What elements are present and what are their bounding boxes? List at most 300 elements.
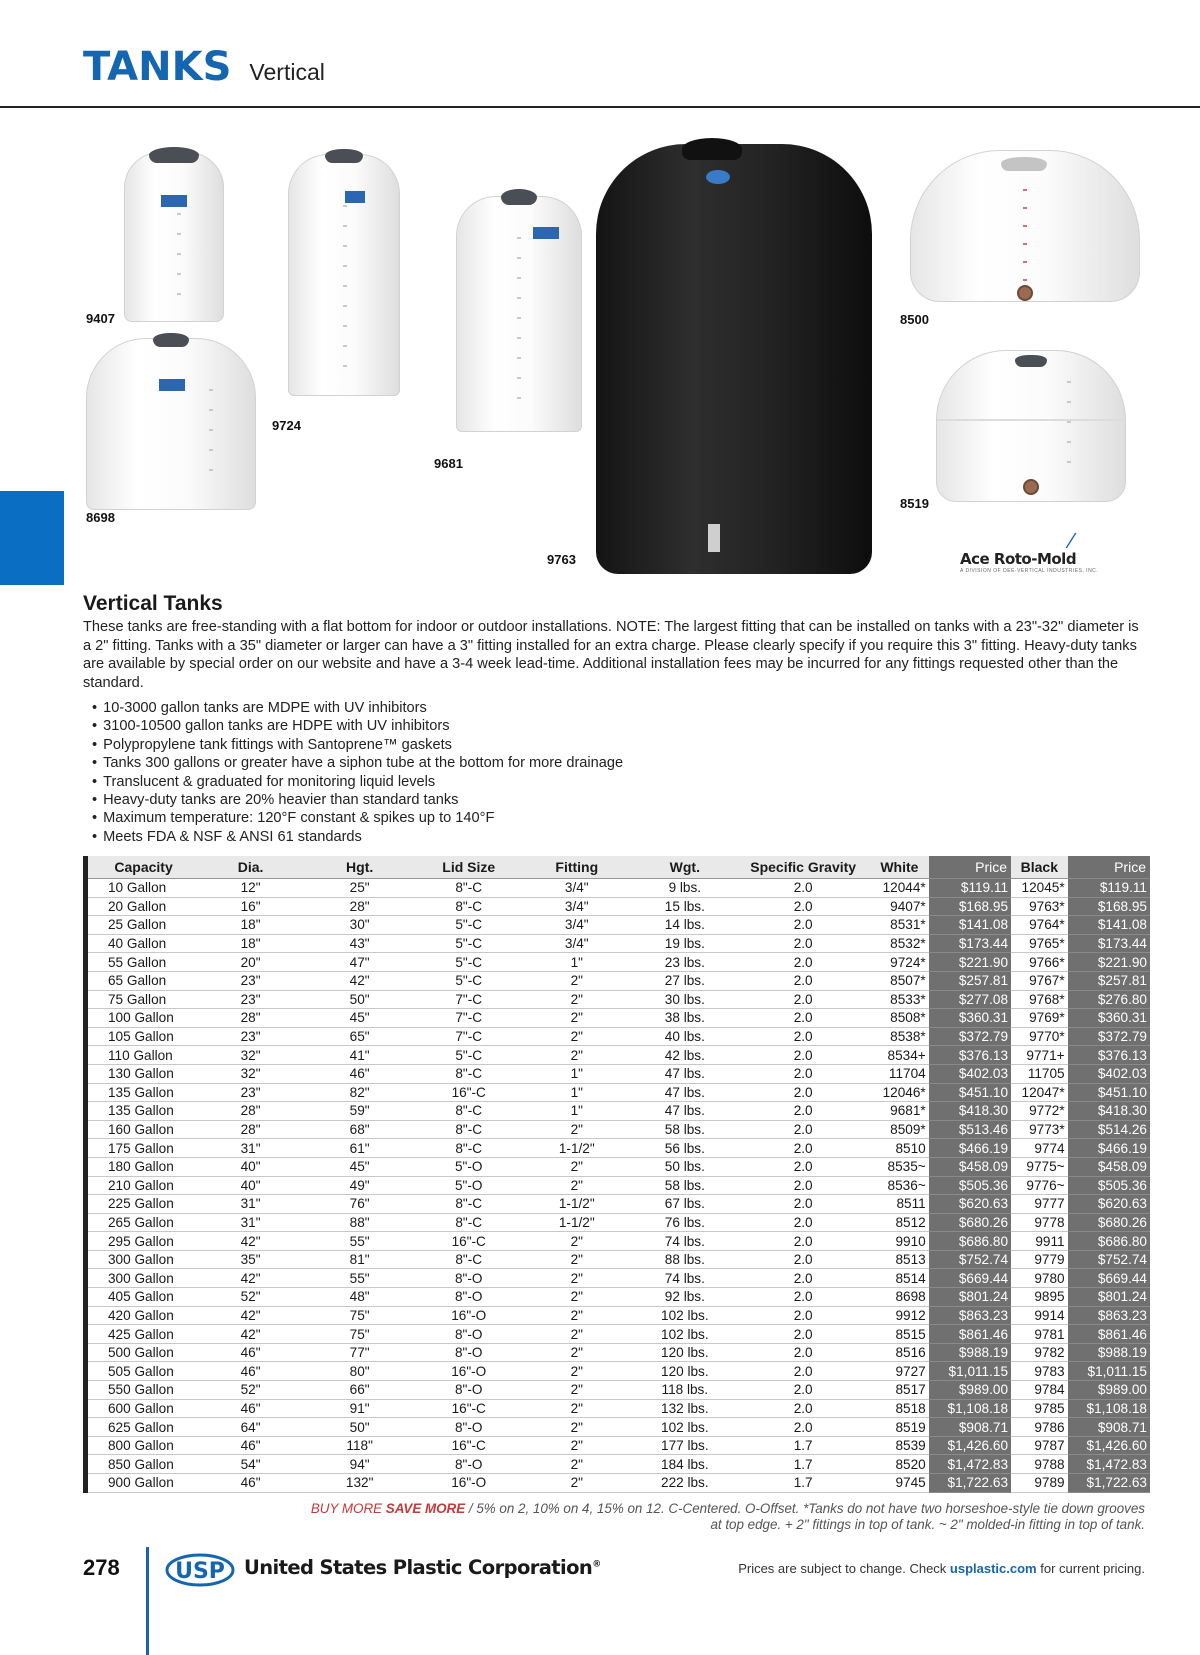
cell-black-part: 12045* [1011,879,1068,898]
cell-black-part: 9782 [1011,1343,1068,1362]
table-row [88,934,1150,953]
cell-white-price: $505.36 [929,1176,1011,1195]
cell-weight: 47 lbs. [633,1102,736,1121]
cell-black-part: 9773* [1011,1120,1068,1139]
photo-label-9763: 9763 [547,552,576,567]
cell-weight: 30 lbs. [633,990,736,1009]
cell-black-price: $669.44 [1068,1269,1150,1288]
cell-capacity: 300 Gallon [88,1250,199,1269]
cell-height: 47" [302,953,417,972]
table-row [88,1474,1150,1493]
cell-lid-size: 5"-O [417,1176,520,1195]
cell-capacity: 800 Gallon [88,1436,199,1455]
cell-capacity: 10 Gallon [88,879,199,898]
cell-black-price: $402.03 [1068,1064,1150,1083]
brand-swoosh-icon: ∕ [1070,528,1074,553]
cell-white-part: 8516 [870,1343,929,1362]
cell-black-part: 9774 [1011,1139,1068,1158]
cell-height: 50" [302,990,417,1009]
header-title: TANKS [83,44,232,90]
usp-logo-icon [165,1552,235,1588]
cell-black-price: $680.26 [1068,1213,1150,1232]
cell-diameter: 46" [199,1343,302,1362]
cell-white-price: $680.26 [929,1213,1011,1232]
cell-height: 46" [302,1064,417,1083]
cell-lid-size: 8"-C [417,1250,520,1269]
cell-white-price: $141.08 [929,916,1011,935]
cell-white-part: 8535~ [870,1157,929,1176]
feature-bullet: • Polypropylene tank fittings with Santoprene™ gaskets [92,736,623,754]
cell-fitting: 2" [520,1474,633,1493]
table-row [88,1157,1150,1176]
cell-black-part: 9787 [1011,1436,1068,1455]
cell-white-part: 11704 [870,1064,929,1083]
cell-weight: 58 lbs. [633,1176,736,1195]
cell-diameter: 42" [199,1232,302,1251]
table-row [88,1213,1150,1232]
cell-diameter: 20" [199,953,302,972]
cell-capacity: 175 Gallon [88,1139,199,1158]
table-row [88,879,1150,898]
cell-diameter: 52" [199,1381,302,1400]
col-specific-gravity: Specific Gravity [736,856,870,879]
cell-black-price: $908.71 [1068,1418,1150,1437]
cell-height: 88" [302,1213,417,1232]
cell-black-price: $861.46 [1068,1325,1150,1344]
cell-fitting: 2" [520,1120,633,1139]
cell-diameter: 40" [199,1157,302,1176]
cell-fitting: 1" [520,1083,633,1102]
cell-white-part: 8512 [870,1213,929,1232]
cell-specific-gravity: 2.0 [736,879,870,898]
photo-label-9407: 9407 [86,311,115,326]
page-header [83,44,325,90]
save-more-text: SAVE MORE [385,1501,466,1516]
cell-black-price: $1,472.83 [1068,1455,1150,1474]
cell-white-price: $168.95 [929,897,1011,916]
cell-weight: 19 lbs. [633,934,736,953]
col-weight: Wgt. [633,856,736,879]
cell-white-part: 8510 [870,1139,929,1158]
cell-white-part: 8508* [870,1009,929,1028]
cell-white-part: 9407* [870,897,929,916]
section-description: These tanks are free-standing with a flat bottom for indoor or outdoor installations. NOTE: The largest fitting that can be installed on tanks with a 23"-32" diameter is a 2" fitting. Tanks with a 35" diameter or larger can have a 3" fitting installed for an extra charge. Please clearly specify if you require this 3" fitting. Heavy-duty tanks are available by special order on our website and have a 3-4 week lead-time. Additional installation fees may be incurred for any fittings requested other than the standard. [83,619,1139,691]
cell-lid-size: 16"-O [417,1474,520,1493]
cell-diameter: 42" [199,1269,302,1288]
cell-capacity: 180 Gallon [88,1157,199,1176]
cell-lid-size: 16"-C [417,1436,520,1455]
cell-white-price: $908.71 [929,1418,1011,1437]
cell-weight: 177 lbs. [633,1436,736,1455]
cell-specific-gravity: 2.0 [736,916,870,935]
cell-black-price: $1,722.63 [1068,1474,1150,1493]
cell-weight: 47 lbs. [633,1083,736,1102]
buy-more-text: BUY MORE [310,1501,386,1516]
cell-black-part: 9767* [1011,971,1068,990]
photo-label-9681: 9681 [434,456,463,471]
tank-photos [80,130,1150,585]
website-link[interactable]: usplastic.com [949,1561,1037,1576]
cell-specific-gravity: 2.0 [736,1139,870,1158]
cell-lid-size: 8"-C [417,897,520,916]
cell-diameter: 28" [199,1120,302,1139]
cell-capacity: 55 Gallon [88,953,199,972]
cell-black-price: $466.19 [1068,1139,1150,1158]
cell-lid-size: 16"-C [417,1399,520,1418]
cell-white-price: $861.46 [929,1325,1011,1344]
cell-diameter: 40" [199,1176,302,1195]
table-header-row [88,856,1150,879]
cell-capacity: 75 Gallon [88,990,199,1009]
cell-white-price: $466.19 [929,1139,1011,1158]
cell-capacity: 225 Gallon [88,1195,199,1214]
cell-diameter: 23" [199,990,302,1009]
cell-white-part: 9681* [870,1102,929,1121]
cell-black-price: $505.36 [1068,1176,1150,1195]
cell-height: 59" [302,1102,417,1121]
table-row [88,1009,1150,1028]
cell-weight: 14 lbs. [633,916,736,935]
cell-black-price: $257.81 [1068,971,1150,990]
table-row [88,1120,1150,1139]
cell-height: 81" [302,1250,417,1269]
section-title: Vertical Tanks [83,592,223,615]
cell-white-price: $669.44 [929,1269,1011,1288]
cell-height: 42" [302,971,417,990]
cell-diameter: 35" [199,1250,302,1269]
table-row [88,1102,1150,1121]
cell-black-price: $458.09 [1068,1157,1150,1176]
cell-diameter: 28" [199,1009,302,1028]
svg-text:USP: USP [175,1559,225,1584]
cell-black-part: 9764* [1011,916,1068,935]
cell-diameter: 23" [199,1027,302,1046]
cell-specific-gravity: 1.7 [736,1455,870,1474]
cell-white-price: $988.19 [929,1343,1011,1362]
cell-specific-gravity: 2.0 [736,1399,870,1418]
cell-lid-size: 8"-C [417,879,520,898]
cell-black-part: 9765* [1011,934,1068,953]
cell-white-price: $1,722.63 [929,1474,1011,1493]
cell-white-part: 8538* [870,1027,929,1046]
cell-white-part: 8518 [870,1399,929,1418]
cell-fitting: 2" [520,1269,633,1288]
cell-white-price: $221.90 [929,953,1011,972]
cell-black-part: 9770* [1011,1027,1068,1046]
table-row [88,916,1150,935]
cell-fitting: 2" [520,971,633,990]
col-black-price: Price [1068,856,1150,879]
cell-white-part: 8520 [870,1455,929,1474]
col-lid-size: Lid Size [417,856,520,879]
spec-table [83,856,1150,1493]
cell-specific-gravity: 2.0 [736,1120,870,1139]
feature-bullet: • Tanks 300 gallons or greater have a siphon tube at the bottom for more drainage [92,754,623,772]
tank-photo-9407 [124,152,224,322]
cell-white-part: 8519 [870,1418,929,1437]
table-row [88,971,1150,990]
feature-bullet: • Maximum temperature: 120°F constant & spikes up to 140°F [92,809,623,827]
cell-weight: 88 lbs. [633,1250,736,1269]
cell-height: 80" [302,1362,417,1381]
cell-specific-gravity: 1.7 [736,1474,870,1493]
cell-black-price: $752.74 [1068,1250,1150,1269]
tank-photo-9724 [288,154,400,396]
cell-diameter: 42" [199,1325,302,1344]
cell-fitting: 1" [520,1102,633,1121]
cell-black-price: $988.19 [1068,1343,1150,1362]
cell-capacity: 900 Gallon [88,1474,199,1493]
cell-height: 82" [302,1083,417,1102]
cell-lid-size: 5"-C [417,1046,520,1065]
cell-fitting: 2" [520,1325,633,1344]
cell-black-part: 9769* [1011,1009,1068,1028]
cell-white-price: $372.79 [929,1027,1011,1046]
cell-capacity: 100 Gallon [88,1009,199,1028]
cell-specific-gravity: 2.0 [736,953,870,972]
cell-lid-size: 8"-O [417,1343,520,1362]
cell-white-part: 9910 [870,1232,929,1251]
cell-black-part: 9911 [1011,1232,1068,1251]
cell-diameter: 32" [199,1046,302,1065]
cell-lid-size: 7"-C [417,1009,520,1028]
cell-black-price: $360.31 [1068,1009,1150,1028]
cell-diameter: 18" [199,916,302,935]
cell-specific-gravity: 2.0 [736,1250,870,1269]
cell-lid-size: 5"-C [417,934,520,953]
cell-white-price: $801.24 [929,1288,1011,1307]
cell-fitting: 2" [520,1176,633,1195]
col-white-price: Price [929,856,1011,879]
cell-white-price: $863.23 [929,1306,1011,1325]
cell-lid-size: 16"-C [417,1083,520,1102]
feature-bullet: • Meets FDA & NSF & ANSI 61 standards [92,828,623,846]
table-row [88,1195,1150,1214]
photo-label-8519: 8519 [900,496,929,511]
cell-height: 25" [302,879,417,898]
cell-height: 65" [302,1027,417,1046]
cell-black-part: 9785 [1011,1399,1068,1418]
cell-lid-size: 16"-C [417,1232,520,1251]
cell-specific-gravity: 2.0 [736,1009,870,1028]
cell-fitting: 2" [520,1009,633,1028]
cell-diameter: 16" [199,897,302,916]
cell-lid-size: 8"-O [417,1269,520,1288]
col-diameter: Dia. [199,856,302,879]
col-height: Hgt. [302,856,417,879]
cell-white-price: $376.13 [929,1046,1011,1065]
cell-height: 91" [302,1399,417,1418]
cell-white-price: $989.00 [929,1381,1011,1400]
cell-diameter: 31" [199,1139,302,1158]
table-row [88,1064,1150,1083]
cell-white-price: $1,472.83 [929,1455,1011,1474]
cell-height: 118" [302,1436,417,1455]
tank-photo-8519 [936,350,1126,502]
cell-white-price: $119.11 [929,879,1011,898]
table-row [88,1083,1150,1102]
col-capacity: Capacity [88,856,199,879]
cell-height: 68" [302,1120,417,1139]
cell-specific-gravity: 2.0 [736,1306,870,1325]
cell-specific-gravity: 1.7 [736,1436,870,1455]
cell-diameter: 46" [199,1474,302,1493]
cell-capacity: 105 Gallon [88,1027,199,1046]
table-row [88,1325,1150,1344]
cell-capacity: 110 Gallon [88,1046,199,1065]
cell-weight: 47 lbs. [633,1064,736,1083]
cell-capacity: 65 Gallon [88,971,199,990]
cell-weight: 222 lbs. [633,1474,736,1493]
side-tab-marker [0,491,64,585]
cell-black-part: 9768* [1011,990,1068,1009]
cell-white-price: $173.44 [929,934,1011,953]
cell-black-price: $372.79 [1068,1027,1150,1046]
cell-height: 48" [302,1288,417,1307]
table-row [88,953,1150,972]
cell-black-part: 9777 [1011,1195,1068,1214]
cell-black-part: 9786 [1011,1418,1068,1437]
cell-white-part: 8507* [870,971,929,990]
cell-height: 94" [302,1455,417,1474]
cell-diameter: 46" [199,1399,302,1418]
header-subtitle: Vertical [249,59,325,85]
table-row [88,1362,1150,1381]
cell-white-price: $257.81 [929,971,1011,990]
feature-bullet: • 10-3000 gallon tanks are MDPE with UV inhibitors [92,699,623,717]
cell-height: 43" [302,934,417,953]
cell-fitting: 2" [520,1046,633,1065]
cell-white-price: $277.08 [929,990,1011,1009]
cell-weight: 9 lbs. [633,879,736,898]
cell-capacity: 130 Gallon [88,1064,199,1083]
price-note: Prices are subject to change. Check usplastic.com for current pricing. [738,1561,1145,1576]
cell-height: 50" [302,1418,417,1437]
cell-fitting: 2" [520,1436,633,1455]
cell-height: 28" [302,897,417,916]
table-row [88,1046,1150,1065]
photo-label-8500: 8500 [900,312,929,327]
cell-white-part: 9745 [870,1474,929,1493]
cell-fitting: 2" [520,1455,633,1474]
cell-diameter: 23" [199,1083,302,1102]
cell-black-price: $141.08 [1068,916,1150,935]
cell-height: 75" [302,1325,417,1344]
cell-height: 77" [302,1343,417,1362]
cell-specific-gravity: 2.0 [736,1288,870,1307]
cell-diameter: 46" [199,1362,302,1381]
cell-lid-size: 7"-C [417,990,520,1009]
cell-white-price: $451.10 [929,1083,1011,1102]
cell-black-part: 12047* [1011,1083,1068,1102]
cell-black-price: $1,011.15 [1068,1362,1150,1381]
cell-black-part: 9772* [1011,1102,1068,1121]
table-row [88,1176,1150,1195]
cell-diameter: 12" [199,879,302,898]
cell-lid-size: 5"-C [417,953,520,972]
cell-capacity: 550 Gallon [88,1381,199,1400]
tank-photo-9763 [596,144,872,574]
cell-capacity: 600 Gallon [88,1399,199,1418]
cell-specific-gravity: 2.0 [736,1102,870,1121]
cell-black-part: 9780 [1011,1269,1068,1288]
cell-capacity: 505 Gallon [88,1362,199,1381]
cell-white-price: $458.09 [929,1157,1011,1176]
cell-white-price: $513.46 [929,1120,1011,1139]
cell-capacity: 625 Gallon [88,1418,199,1437]
cell-specific-gravity: 2.0 [736,1195,870,1214]
cell-height: 41" [302,1046,417,1065]
tank-photo-8500 [910,150,1140,302]
cell-lid-size: 8"-C [417,1102,520,1121]
cell-lid-size: 8"-O [417,1288,520,1307]
cell-white-price: $360.31 [929,1009,1011,1028]
table-row [88,990,1150,1009]
cell-black-price: $168.95 [1068,897,1150,916]
header-rule [0,106,1200,108]
cell-black-price: $863.23 [1068,1306,1150,1325]
cell-weight: 120 lbs. [633,1343,736,1362]
tank-photo-8698 [86,338,256,510]
cell-white-price: $686.80 [929,1232,1011,1251]
cell-weight: 15 lbs. [633,897,736,916]
page-number: 278 [83,1555,120,1580]
ace-roto-mold-logo: ∕ Ace Roto-Mold A DIVISION OF DEE-VERTICAL INDUSTRIES, INC. [960,528,1099,574]
cell-specific-gravity: 2.0 [736,1064,870,1083]
cell-specific-gravity: 2.0 [736,1325,870,1344]
cell-diameter: 42" [199,1306,302,1325]
cell-white-part: 12044* [870,879,929,898]
cell-white-part: 8536~ [870,1176,929,1195]
cell-height: 30" [302,916,417,935]
cell-fitting: 3/4" [520,916,633,935]
cell-diameter: 54" [199,1455,302,1474]
cell-weight: 38 lbs. [633,1009,736,1028]
cell-specific-gravity: 2.0 [736,971,870,990]
cell-black-price: $514.26 [1068,1120,1150,1139]
cell-capacity: 405 Gallon [88,1288,199,1307]
cell-fitting: 2" [520,1362,633,1381]
cell-black-price: $451.10 [1068,1083,1150,1102]
cell-black-price: $276.80 [1068,990,1150,1009]
cell-lid-size: 16"-O [417,1306,520,1325]
cell-lid-size: 5"-O [417,1157,520,1176]
cell-height: 61" [302,1139,417,1158]
discount-footnote [300,1501,1145,1533]
cell-black-part: 9895 [1011,1288,1068,1307]
cell-height: 49" [302,1176,417,1195]
cell-black-part: 9766* [1011,953,1068,972]
cell-black-part: 9914 [1011,1306,1068,1325]
cell-black-part: 9781 [1011,1325,1068,1344]
cell-white-price: $620.63 [929,1195,1011,1214]
table-row [88,1343,1150,1362]
cell-black-part: 9789 [1011,1474,1068,1493]
cell-height: 75" [302,1306,417,1325]
cell-white-price: $752.74 [929,1250,1011,1269]
cell-white-part: 9727 [870,1362,929,1381]
cell-lid-size: 7"-C [417,1027,520,1046]
cell-specific-gravity: 2.0 [736,1343,870,1362]
cell-fitting: 3/4" [520,897,633,916]
cell-capacity: 265 Gallon [88,1213,199,1232]
table-row [88,1306,1150,1325]
cell-white-price: $1,011.15 [929,1362,1011,1381]
cell-white-part: 8531* [870,916,929,935]
cell-weight: 67 lbs. [633,1195,736,1214]
cell-weight: 92 lbs. [633,1288,736,1307]
cell-white-part: 8513 [870,1250,929,1269]
